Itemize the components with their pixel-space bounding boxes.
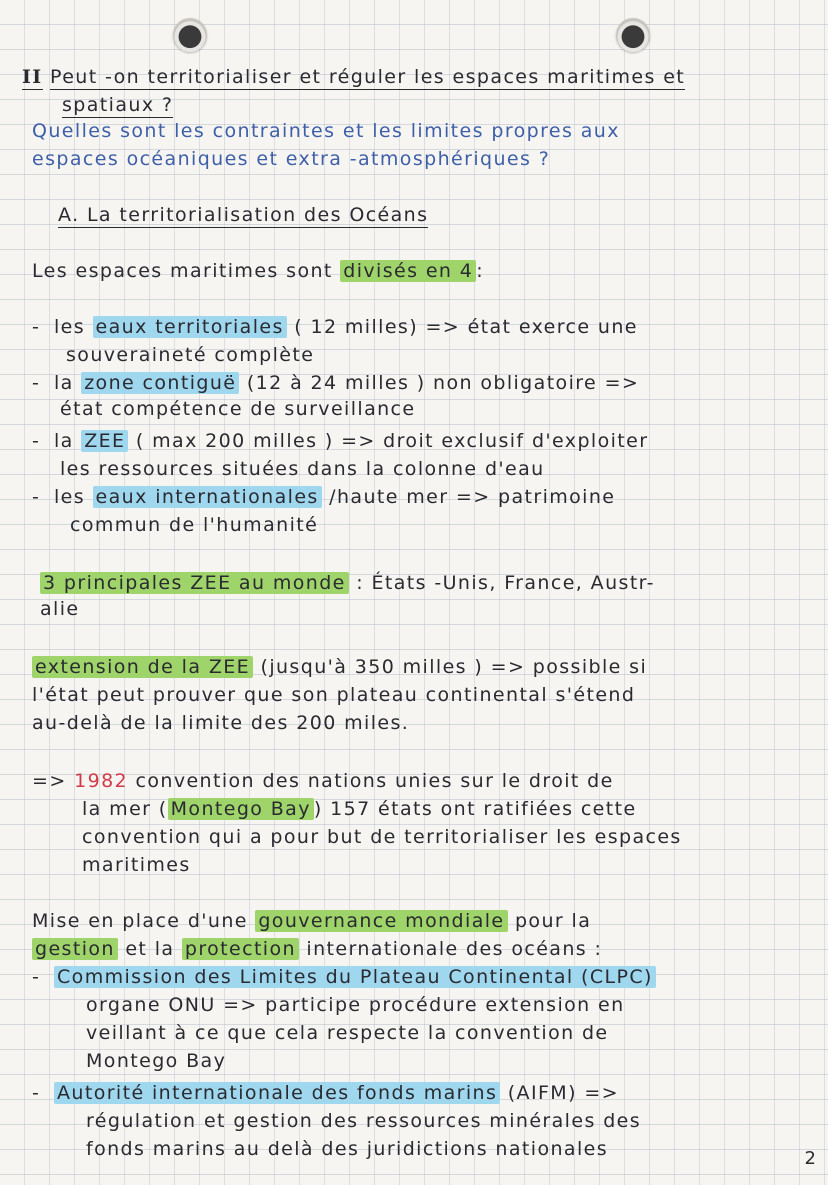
list-item: - Commission des Limites du Plateau Continental (CLPC) [32, 966, 656, 988]
list-item-continuation: Montego Bay [86, 1050, 227, 1072]
heading-line-1: Peut -on territorialiser et réguler les espaces maritimes et [50, 66, 686, 88]
convention-line-4: maritimes [82, 854, 191, 876]
highlight-eaux-internationales: eaux internationales [93, 486, 322, 508]
highlight-clpc: Commission des Limites du Plateau Continental (CLPC) [54, 966, 656, 988]
highlight-gestion: gestion [32, 938, 118, 960]
heading-line-2-row [62, 94, 173, 116]
highlight-protection: protection [182, 938, 299, 960]
year-1982: 1982 [74, 770, 129, 792]
page-number: 2 [804, 1148, 816, 1169]
section-heading [22, 66, 685, 88]
convention-line-3: convention qui a pour but de territorialiser les espaces [82, 826, 682, 848]
binder-hole-right [616, 18, 650, 52]
zee-line-2: alie [40, 598, 80, 620]
list-item-continuation: organe ONU => participe procédure extension en [86, 994, 625, 1016]
extension-line-3: au-delà de la limite des 200 miles. [32, 712, 410, 734]
binder-hole-left [173, 18, 207, 52]
list-item-continuation: souveraineté complète [66, 344, 315, 366]
governance-line-1: Mise en place d'une gouvernance mondiale pour la [32, 910, 592, 932]
highlight-divises: divisés en 4 [340, 260, 476, 282]
list-item: - les eaux territoriales ( 12 milles) => état exerce une [32, 316, 638, 338]
intro-line: Les espaces maritimes sont divisés en 4 : [32, 260, 485, 282]
list-item-continuation: les ressources situées dans la colonne d'eau [60, 458, 545, 480]
extension-line-2: l'état peut prouver que son plateau continental s'étend [32, 684, 636, 706]
roman-numeral: II [22, 66, 43, 88]
highlight-zone-contigue: zone contiguë [81, 372, 239, 394]
convention-line-2: la mer ( Montego Bay ) 157 états ont ratifiées cette [82, 798, 637, 820]
convention-line-1: => 1982 convention des nations unies sur le droit de [32, 770, 614, 792]
list-item: - la ZEE ( max 200 milles ) => droit exclusif d'exploiter [32, 430, 649, 452]
extension-line-1: extension de la ZEE (jusqu'à 350 milles ) => possible si [32, 656, 647, 678]
list-item-continuation: état compétence de surveillance [60, 398, 416, 420]
heading-line-2: spatiaux ? [62, 94, 174, 116]
highlight-gouvernance: gouvernance mondiale [255, 910, 507, 932]
list-item: - la zone contiguë (12 à 24 milles ) non obligatoire => [32, 372, 640, 394]
list-item: - Autorité internationale des fonds marins (AIFM) => [32, 1082, 619, 1104]
question-line-2: espaces océaniques et extra -atmosphériques ? [32, 148, 551, 170]
list-item: - les eaux internationales /haute mer => patrimoine [32, 486, 616, 508]
highlight-extension: extension de la ZEE [32, 656, 253, 678]
zee-line: 3 principales ZEE au monde : États -Unis, France, Austr- [40, 572, 655, 594]
highlight-montego-bay: Montego Bay [168, 798, 314, 820]
list-item-continuation: veillant à ce que cela respecte la convention de [86, 1022, 609, 1044]
highlight-principales-zee: 3 principales ZEE au monde [40, 572, 349, 594]
list-item-continuation: commun de l'humanité [70, 514, 319, 536]
list-item-continuation: régulation et gestion des ressources minérales des [86, 1110, 642, 1132]
highlight-eaux-territoriales: eaux territoriales [93, 316, 287, 338]
subsection-title: A. La territorialisation des Océans [58, 204, 429, 226]
list-item-continuation: fonds marins au delà des juridictions nationales [86, 1138, 609, 1160]
highlight-aifm: Autorité internationale des fonds marins [54, 1082, 500, 1104]
governance-line-2: gestion et la protection internationale des océans : [32, 938, 602, 960]
subsection-heading [58, 204, 428, 226]
question-line-1: Quelles sont les contraintes et les limites propres aux [32, 120, 620, 142]
highlight-zee: ZEE [81, 430, 128, 452]
